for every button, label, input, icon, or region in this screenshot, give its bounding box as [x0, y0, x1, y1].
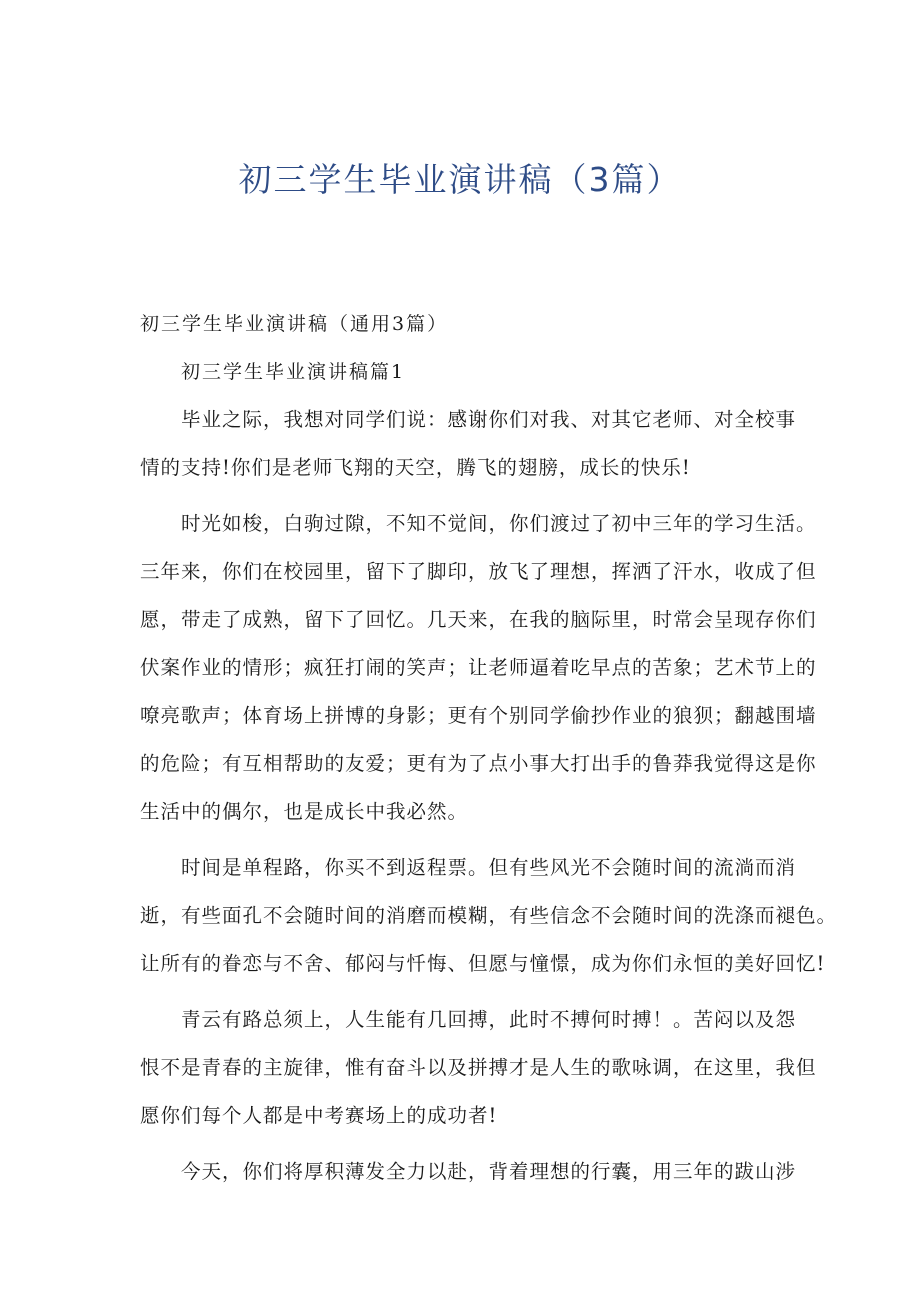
document-title: 初三学生毕业演讲稿（3篇）	[238, 160, 682, 199]
text-line: 生活中的偶尔，也是成长中我必然。	[140, 800, 469, 823]
text-line: 情的支持!你们是老师飞翔的天空，腾飞的翅膀，成长的快乐!	[140, 456, 691, 479]
text-line: 嘹亮歌声；体育场上拼博的身影；更有个别同学偷抄作业的狼狈；翻越围墙	[140, 704, 817, 727]
text-line: 伏案作业的情形；疯狂打闹的笑声；让老师逼着吃早点的苦象；艺术节上的	[140, 656, 817, 679]
text-line: 三年来，你们在校园里，留下了脚印，放飞了理想，挥洒了汗水，收成了但	[140, 560, 817, 583]
text-line: 恨不是青春的主旋律，惟有奋斗以及拼搏才是人生的歌咏调，在这里，我但	[140, 1056, 817, 1079]
text-line: 让所有的眷恋与不舍、郁闷与忏悔、但愿与憧憬，成为你们永恒的美好回忆!	[140, 952, 826, 975]
paragraph	[140, 500, 817, 836]
text-line: 愿，带走了成熟，留下了回忆。几天来，在我的脑际里，时常会呈现存你们	[140, 608, 817, 631]
document-body	[140, 300, 838, 1196]
text-line: 青云有路总须上，人生能有几回搏，此时不搏何时搏！。苦闷以及怨	[181, 1008, 797, 1031]
text-line: 愿你们每个人都是中考赛场上的成功者!	[140, 1104, 498, 1127]
document-subtitle: 初三学生毕业演讲稿（通用3篇）	[140, 313, 449, 335]
text-line: 时间是单程路，你买不到返程票。但有些风光不会随时间的流淌而消	[181, 856, 797, 879]
paragraph	[140, 1148, 795, 1196]
text-line: 时光如梭，白驹过隙，不知不觉间，你们渡过了初中三年的学习生活。	[181, 512, 817, 535]
paragraph	[140, 396, 795, 492]
section-heading: 初三学生毕业演讲稿篇1	[181, 361, 406, 383]
text-line: 逝，有些面孔不会随时间的消磨而模糊，有些信念不会随时间的洗涤而褪色。	[140, 904, 838, 927]
text-line: 今天，你们将厚积薄发全力以赴，背着理想的行囊，用三年的跋山涉	[181, 1160, 797, 1183]
paragraph	[140, 996, 817, 1140]
text-line: 的危险；有互相帮助的友爱；更有为了点小事大打出手的鲁莽我觉得这是你	[140, 752, 817, 775]
text-line: 毕业之际，我想对同学们说：感谢你们对我、对其它老师、对全校事	[181, 408, 797, 431]
paragraph	[140, 844, 838, 988]
